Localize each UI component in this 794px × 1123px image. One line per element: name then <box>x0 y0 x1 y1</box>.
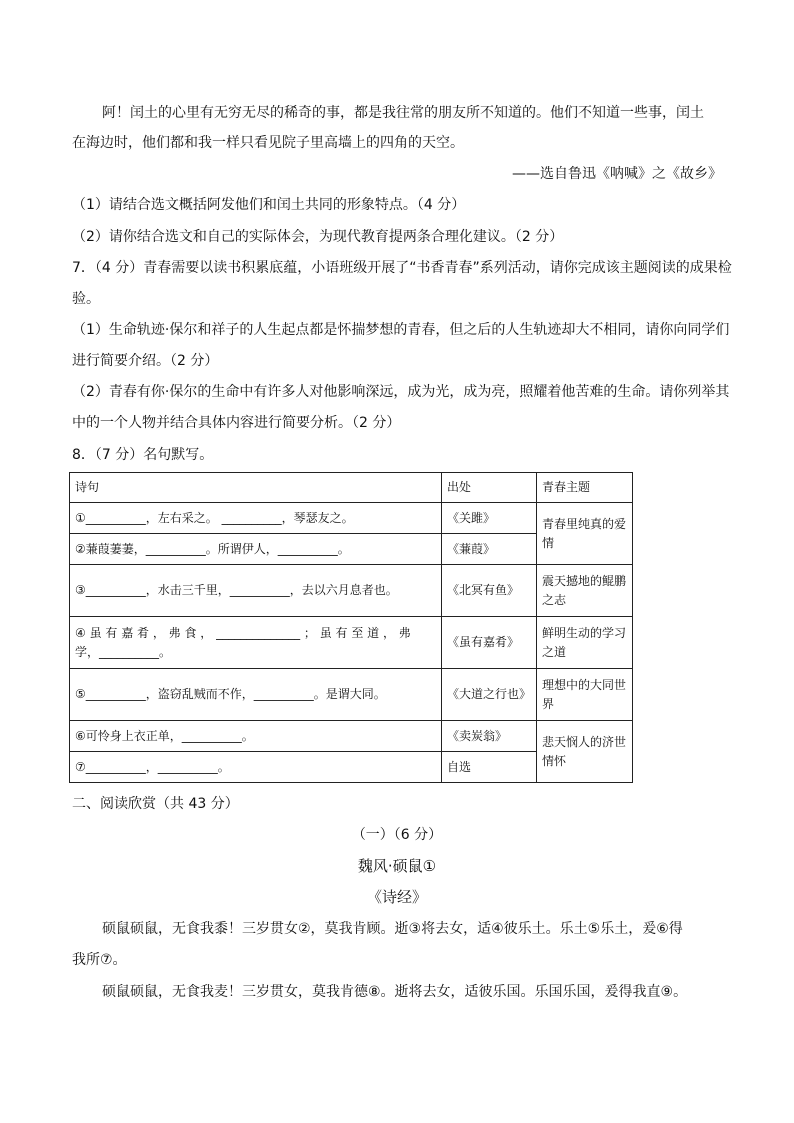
verse-cell: ⑥可怜身上衣正单，__________。 <box>70 721 442 752</box>
source-cell: 《卖炭翁》 <box>442 721 537 752</box>
table-row <box>70 617 633 669</box>
verse-table <box>69 472 633 783</box>
q7-subquestion-1-line-1: （1）生命轨迹·保尔和祥子的人生起点都是怀揣梦想的青春，但之后的人生轨迹却大不相同，请你向同学们 <box>72 322 730 338</box>
theme-cell: 鲜明生动的学习之道 <box>537 617 633 669</box>
q6-subquestion-2: （2）请你结合选文和自己的实际体会，为现代教育提两条合理化建议。（2 分） <box>72 229 564 245</box>
verse-cell <box>70 617 442 669</box>
source-cell: 《虽有嘉肴》 <box>442 617 537 669</box>
q7-stem-line-1: 7．（4 分）青春需要以读书积累底蕴，小语班级开展了“书香青春”系列活动，请你完成该主题阅读的成果检 <box>72 260 732 276</box>
theme-cell: 悲天悯人的济世情怀 <box>537 721 633 783</box>
poem-source: 《诗经》 <box>366 888 427 906</box>
q6-subquestion-1: （1）请结合选文概括阿发他们和闰土共同的形象特点。（4 分） <box>72 197 466 213</box>
table-row <box>70 669 633 721</box>
verse-cell: ③__________，水击三千里，__________，去以六月息者也。 <box>70 565 442 617</box>
q7-stem-line-2: 验。 <box>72 291 100 307</box>
theme-cell: 青春里纯真的爱情 <box>537 503 633 565</box>
verse-line: ④ 虽 有 嘉 肴 ， 弗 食 ， ______________ ； 虽 有 至 道 ， 弗 <box>75 625 411 640</box>
poem-stanza-1-line-2: 我所⑦。 <box>72 952 127 968</box>
table-header-row <box>70 473 633 503</box>
q7-subquestion-2-line-1: （2）青春有你·保尔的生命中有许多人对他影响深远，成为光，成为亮，照耀着他苦难的生命。请你列举其 <box>72 384 730 400</box>
table-row <box>70 565 633 617</box>
passage-line-1: 阿！闰土的心里有无穷无尽的稀奇的事，都是我往常的朋友所不知道的。他们不知道一些事，闰土 <box>102 105 704 121</box>
source-cell: 《关雎》 <box>442 503 537 534</box>
source-cell: 自选 <box>442 752 537 783</box>
header-source: 出处 <box>442 473 537 503</box>
table-row <box>70 721 633 752</box>
q7-subquestion-2-line-2: 中的一个人物并结合具体内容进行简要分析。（2 分） <box>72 415 401 431</box>
verse-line: 学，__________。 <box>75 644 172 659</box>
poem-stanza-2: 硕鼠硕鼠，无食我麦！三岁贯女，莫我肯德⑧。逝将去女，适彼乐国。乐国乐国，爰得我直⑨。 <box>102 984 688 1000</box>
poem-title: 魏风·硕鼠① <box>357 857 437 875</box>
verse-cell: ⑦__________，__________。 <box>70 752 442 783</box>
source-cell: 《北冥有鱼》 <box>442 565 537 617</box>
passage-line-2: 在海边时，他们都和我一样只看见院子里高墙上的四角的天空。 <box>72 135 464 151</box>
theme-cell: 理想中的大同世界 <box>537 669 633 721</box>
source-cell: 《大道之行也》 <box>442 669 537 721</box>
table-row <box>70 503 633 534</box>
q8-stem: 8．（7 分）名句默写。 <box>72 447 214 463</box>
passage-source: ——选自鲁迅《呐喊》之《故乡》 <box>512 166 722 182</box>
theme-cell: 震天撼地的鲲鹏之志 <box>537 565 633 617</box>
verse-cell: ②蒹葭萋萋，__________。所谓伊人，__________。 <box>70 534 442 565</box>
q7-subquestion-1-line-2: 进行简要介绍。（2 分） <box>72 353 219 369</box>
poem-stanza-1-line-1: 硕鼠硕鼠，无食我黍！三岁贯女②，莫我肯顾。逝③将去女，适④彼乐土。乐土⑤乐土，爰⑥得 <box>102 921 683 937</box>
verse-cell: ①__________，左右采之。 __________，琴瑟友之。 <box>70 503 442 534</box>
header-theme: 青春主题 <box>537 473 633 503</box>
section-2-heading: 二、阅读欣赏（共 43 分） <box>72 796 239 812</box>
header-verse: 诗句 <box>70 473 442 503</box>
verse-cell: ⑤__________，盗窃乱贼而不作，__________。是谓大同。 <box>70 669 442 721</box>
part-1-heading: （一）（6 分） <box>351 827 443 843</box>
source-cell: 《蒹葭》 <box>442 534 537 565</box>
